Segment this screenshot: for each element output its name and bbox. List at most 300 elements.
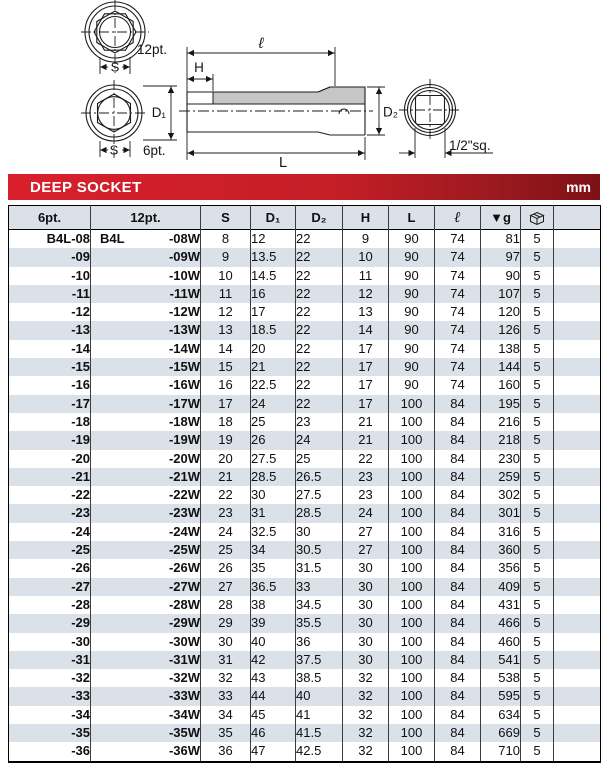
cell-l: 100: [389, 541, 435, 559]
cell-extra: [554, 486, 601, 504]
part-number-12pt: -36W: [168, 743, 200, 759]
cell-g: 634: [481, 706, 521, 724]
cell-qty: 5: [521, 486, 554, 504]
cell-d1: 42: [251, 651, 296, 669]
cell-d1: 30: [251, 486, 296, 504]
cell-h: 22: [343, 450, 389, 468]
h-dim-label: H: [194, 60, 204, 75]
cell-ell: 84: [435, 669, 481, 687]
cell-g: 316: [481, 523, 521, 541]
part-number-12pt: -32W: [168, 670, 200, 686]
cell-qty: 5: [521, 724, 554, 742]
part-number-12pt: -27W: [168, 578, 200, 594]
cell-c12: [91, 596, 201, 614]
socket-technical-drawing: [0, 0, 608, 174]
part-number-12pt: -12W: [168, 304, 200, 320]
part-number-12pt: -31W: [168, 651, 200, 667]
cell-c6: -16: [9, 376, 91, 394]
cell-c12: [91, 376, 201, 394]
cell-s: 21: [201, 468, 251, 486]
cell-qty: 5: [521, 413, 554, 431]
cell-l: 90: [389, 340, 435, 358]
cell-qty: 5: [521, 706, 554, 724]
six-pt-label: 6pt.: [143, 143, 166, 158]
header-extra: [554, 206, 601, 230]
cell-extra: [554, 578, 601, 596]
cell-extra: [554, 248, 601, 266]
table-row: [9, 431, 601, 449]
cell-d1: 44: [251, 687, 296, 705]
part-number-12pt: -14W: [168, 340, 200, 356]
cell-ell: 74: [435, 267, 481, 285]
cell-c12: [91, 633, 201, 651]
cell-h: 32: [343, 742, 389, 761]
cell-h: 23: [343, 486, 389, 504]
cell-l: 100: [389, 395, 435, 413]
cell-extra: [554, 651, 601, 669]
cell-d1: 39: [251, 614, 296, 632]
cell-extra: [554, 742, 601, 761]
drive-size-label: 1/2"sq.: [449, 138, 491, 153]
cell-d2: 34.5: [296, 596, 343, 614]
cell-d1: 31: [251, 504, 296, 522]
cell-l: 100: [389, 706, 435, 724]
cell-extra: [554, 523, 601, 541]
cell-h: 30: [343, 651, 389, 669]
cell-g: 81: [481, 230, 521, 249]
cell-d2: 22: [296, 285, 343, 303]
cell-d1: 28.5: [251, 468, 296, 486]
cell-g: 460: [481, 633, 521, 651]
part-number-12pt: -29W: [168, 615, 200, 631]
cell-extra: [554, 358, 601, 376]
cell-h: 11: [343, 267, 389, 285]
part-number-12pt: -28W: [168, 596, 200, 612]
header-weight-grams: ▼g: [481, 206, 521, 230]
cell-c12: [91, 450, 201, 468]
l-dim-label: L: [278, 155, 288, 171]
cell-c6: -35: [9, 724, 91, 742]
cell-d2: 22: [296, 395, 343, 413]
cell-qty: 5: [521, 395, 554, 413]
table-row: [9, 614, 601, 632]
cell-g: 107: [481, 285, 521, 303]
cell-c12: [91, 395, 201, 413]
cell-c6: -12: [9, 303, 91, 321]
cell-extra: [554, 687, 601, 705]
header-s: S: [201, 206, 251, 230]
side-section-view: [179, 47, 385, 160]
cell-extra: [554, 559, 601, 577]
cell-h: 27: [343, 523, 389, 541]
cell-h: 21: [343, 431, 389, 449]
cell-s: 33: [201, 687, 251, 705]
cell-c12: [91, 267, 201, 285]
cell-extra: [554, 614, 601, 632]
table-row: [9, 578, 601, 596]
cell-g: 144: [481, 358, 521, 376]
cell-c12: [91, 523, 201, 541]
cell-l: 100: [389, 486, 435, 504]
cell-d1: 26: [251, 431, 296, 449]
cell-ell: 84: [435, 504, 481, 522]
cell-h: 30: [343, 578, 389, 596]
ell-dim-label: ℓ: [258, 35, 264, 52]
cell-g: 356: [481, 559, 521, 577]
cell-c6: -32: [9, 669, 91, 687]
cell-l: 100: [389, 431, 435, 449]
cell-c12: [91, 321, 201, 339]
cell-d1: 35: [251, 559, 296, 577]
cell-qty: 5: [521, 651, 554, 669]
cell-d1: 25: [251, 413, 296, 431]
cell-d2: 31.5: [296, 559, 343, 577]
cell-h: 9: [343, 230, 389, 249]
part-number-12pt: -20W: [168, 450, 200, 466]
cell-l: 100: [389, 578, 435, 596]
table-header-row: [9, 206, 601, 230]
cell-c6: -17: [9, 395, 91, 413]
cell-g: 259: [481, 468, 521, 486]
cell-l: 90: [389, 376, 435, 394]
cell-d2: 26.5: [296, 468, 343, 486]
cell-d2: 42.5: [296, 742, 343, 761]
table-row: [9, 706, 601, 724]
cell-extra: [554, 724, 601, 742]
cell-h: 30: [343, 559, 389, 577]
cell-qty: 5: [521, 504, 554, 522]
cell-ell: 84: [435, 578, 481, 596]
cell-c6: -09: [9, 248, 91, 266]
cell-d1: 45: [251, 706, 296, 724]
cell-s: 36: [201, 742, 251, 761]
cell-g: 541: [481, 651, 521, 669]
cell-extra: [554, 340, 601, 358]
part-number-12pt: -08W: [168, 231, 200, 246]
cell-ell: 84: [435, 614, 481, 632]
cell-h: 24: [343, 504, 389, 522]
cell-h: 12: [343, 285, 389, 303]
cell-g: 431: [481, 596, 521, 614]
cell-d1: 36.5: [251, 578, 296, 596]
cell-d1: 22.5: [251, 376, 296, 394]
cell-g: 216: [481, 413, 521, 431]
cell-extra: [554, 413, 601, 431]
cell-extra: [554, 395, 601, 413]
cell-extra: [554, 376, 601, 394]
cell-g: 195: [481, 395, 521, 413]
cell-g: 126: [481, 321, 521, 339]
cell-c12: [91, 651, 201, 669]
cell-qty: 5: [521, 669, 554, 687]
cell-l: 90: [389, 285, 435, 303]
cell-c12: [91, 614, 201, 632]
cell-extra: [554, 267, 601, 285]
table-row: [9, 303, 601, 321]
cell-c12: [91, 431, 201, 449]
cell-s: 15: [201, 358, 251, 376]
cell-g: 97: [481, 248, 521, 266]
cell-g: 301: [481, 504, 521, 522]
cell-l: 100: [389, 724, 435, 742]
header-pack-qty: [521, 206, 554, 230]
part-number-12pt: -18W: [168, 413, 200, 429]
cell-extra: [554, 303, 601, 321]
cell-ell: 84: [435, 486, 481, 504]
cell-d1: 32.5: [251, 523, 296, 541]
cell-d2: 22: [296, 340, 343, 358]
cell-c6: -23: [9, 504, 91, 522]
cell-h: 23: [343, 468, 389, 486]
unit-label: mm: [566, 179, 591, 195]
cell-l: 100: [389, 468, 435, 486]
cell-c12: [91, 248, 201, 266]
cell-qty: 5: [521, 450, 554, 468]
cell-c12: [91, 303, 201, 321]
package-box-icon: [529, 211, 545, 226]
cell-d1: 47: [251, 742, 296, 761]
cell-d1: 13.5: [251, 248, 296, 266]
cell-s: 19: [201, 431, 251, 449]
cell-d2: 35.5: [296, 614, 343, 632]
cell-qty: 5: [521, 431, 554, 449]
cell-c12: [91, 541, 201, 559]
cell-c6: -14: [9, 340, 91, 358]
cell-l: 90: [389, 248, 435, 266]
cell-d2: 23: [296, 413, 343, 431]
cell-extra: [554, 468, 601, 486]
cell-l: 100: [389, 413, 435, 431]
cell-h: 21: [343, 413, 389, 431]
cell-l: 90: [389, 267, 435, 285]
cell-d2: 41: [296, 706, 343, 724]
cell-g: 138: [481, 340, 521, 358]
cell-qty: 5: [521, 742, 554, 761]
cell-extra: [554, 321, 601, 339]
cell-g: 710: [481, 742, 521, 761]
cell-h: 30: [343, 633, 389, 651]
cell-d2: 30: [296, 523, 343, 541]
cell-ell: 84: [435, 559, 481, 577]
cell-h: 17: [343, 340, 389, 358]
cell-h: 32: [343, 706, 389, 724]
table-row: [9, 285, 601, 303]
cell-s: 17: [201, 395, 251, 413]
cell-extra: [554, 633, 601, 651]
cell-c6: -11: [9, 285, 91, 303]
cell-s: 16: [201, 376, 251, 394]
part-number-12pt: -30W: [168, 633, 200, 649]
cell-ell: 84: [435, 468, 481, 486]
part-number-12pt: -26W: [168, 560, 200, 576]
cell-c6: -36: [9, 742, 91, 761]
cell-s: 35: [201, 724, 251, 742]
socket-table-body: [9, 230, 601, 762]
cell-g: 360: [481, 541, 521, 559]
cell-ell: 74: [435, 285, 481, 303]
table-row: [9, 230, 601, 249]
cell-s: 10: [201, 267, 251, 285]
cell-d1: 27.5: [251, 450, 296, 468]
series-prefix: B4L: [100, 231, 125, 246]
header-6pt: 6pt.: [9, 206, 91, 230]
cell-h: 10: [343, 248, 389, 266]
cell-s: 30: [201, 633, 251, 651]
cell-extra: [554, 596, 601, 614]
cell-extra: [554, 706, 601, 724]
cell-c6: -31: [9, 651, 91, 669]
cell-c6: -29: [9, 614, 91, 632]
part-number-12pt: -33W: [168, 688, 200, 704]
cell-c6: -34: [9, 706, 91, 724]
cell-c12: [91, 742, 201, 761]
table-row: [9, 669, 601, 687]
cell-c12: [91, 706, 201, 724]
cell-l: 100: [389, 523, 435, 541]
table-row: [9, 633, 601, 651]
cell-c12: [91, 669, 201, 687]
header-h: H: [343, 206, 389, 230]
cell-ell: 84: [435, 431, 481, 449]
cell-c12: [91, 724, 201, 742]
cell-l: 100: [389, 633, 435, 651]
cell-h: 30: [343, 596, 389, 614]
cell-d2: 41.5: [296, 724, 343, 742]
cell-extra: [554, 450, 601, 468]
cell-c12: [91, 340, 201, 358]
cell-g: 230: [481, 450, 521, 468]
cell-l: 90: [389, 358, 435, 376]
part-number-12pt: -17W: [168, 395, 200, 411]
s-dim-label-6pt: S: [109, 142, 119, 158]
cell-ell: 74: [435, 358, 481, 376]
cell-s: 14: [201, 340, 251, 358]
cell-d2: 33: [296, 578, 343, 596]
part-number-12pt: -09W: [168, 249, 200, 265]
part-number-12pt: -35W: [168, 725, 200, 741]
cell-ell: 84: [435, 596, 481, 614]
cell-d2: 28.5: [296, 504, 343, 522]
cell-qty: 5: [521, 687, 554, 705]
cell-g: 120: [481, 303, 521, 321]
cell-c12: [91, 486, 201, 504]
cell-ell: 84: [435, 523, 481, 541]
cell-d1: 16: [251, 285, 296, 303]
cell-qty: 5: [521, 523, 554, 541]
cell-c12: [91, 468, 201, 486]
cell-g: 302: [481, 486, 521, 504]
cell-h: 27: [343, 541, 389, 559]
cell-l: 100: [389, 504, 435, 522]
part-number-12pt: -34W: [168, 706, 200, 722]
cell-extra: [554, 285, 601, 303]
cell-s: 23: [201, 504, 251, 522]
cell-extra: [554, 431, 601, 449]
cell-ell: 74: [435, 340, 481, 358]
cell-d1: 12: [251, 230, 296, 249]
cell-d2: 38.5: [296, 669, 343, 687]
cell-qty: 5: [521, 230, 554, 249]
cell-d2: 30.5: [296, 541, 343, 559]
cell-g: 409: [481, 578, 521, 596]
cell-qty: 5: [521, 376, 554, 394]
cell-c12: [91, 230, 201, 249]
cell-h: 32: [343, 687, 389, 705]
cell-g: 218: [481, 431, 521, 449]
cell-l: 100: [389, 742, 435, 761]
cell-d1: 21: [251, 358, 296, 376]
cell-d2: 22: [296, 230, 343, 249]
cell-d2: 25: [296, 450, 343, 468]
part-number-12pt: -16W: [168, 377, 200, 393]
cell-d1: 38: [251, 596, 296, 614]
cell-ell: 84: [435, 687, 481, 705]
cell-c6: -24: [9, 523, 91, 541]
cell-c6: -25: [9, 541, 91, 559]
cell-l: 100: [389, 614, 435, 632]
table-row: [9, 504, 601, 522]
section-banner: [8, 174, 600, 200]
table-row: [9, 724, 601, 742]
cell-ell: 84: [435, 651, 481, 669]
cell-c6: -22: [9, 486, 91, 504]
cell-g: 538: [481, 669, 521, 687]
cell-ell: 84: [435, 541, 481, 559]
header-d1: D₁: [251, 206, 296, 230]
cell-c12: [91, 559, 201, 577]
part-number-12pt: -11W: [169, 285, 200, 301]
table-row: [9, 358, 601, 376]
cell-d1: 24: [251, 395, 296, 413]
cell-h: 32: [343, 724, 389, 742]
cell-d2: 22: [296, 376, 343, 394]
cell-ell: 84: [435, 450, 481, 468]
cell-qty: 5: [521, 285, 554, 303]
cell-c12: [91, 687, 201, 705]
cell-c6: -13: [9, 321, 91, 339]
table-row: [9, 486, 601, 504]
table-row: [9, 395, 601, 413]
deep-socket-spec-table: [8, 205, 601, 763]
part-number-12pt: -23W: [168, 505, 200, 521]
cell-d2: 37.5: [296, 651, 343, 669]
cell-d1: 46: [251, 724, 296, 742]
header-l: L: [389, 206, 435, 230]
table-row: [9, 687, 601, 705]
part-number-12pt: -21W: [168, 468, 200, 484]
cell-c6: -30: [9, 633, 91, 651]
cell-extra: [554, 541, 601, 559]
table-row: [9, 340, 601, 358]
cell-extra: [554, 230, 601, 249]
part-number-12pt: -22W: [168, 487, 200, 503]
cell-c6: -27: [9, 578, 91, 596]
cell-d2: 22: [296, 303, 343, 321]
table-row: [9, 742, 601, 761]
d1-dim-label: D₁: [151, 105, 166, 120]
cell-ell: 84: [435, 742, 481, 761]
cell-ell: 74: [435, 376, 481, 394]
cell-c6: -10: [9, 267, 91, 285]
cell-c12: [91, 504, 201, 522]
cell-l: 100: [389, 687, 435, 705]
cell-qty: 5: [521, 633, 554, 651]
table-row: [9, 248, 601, 266]
cell-qty: 5: [521, 559, 554, 577]
cell-d2: 22: [296, 358, 343, 376]
cell-d1: 20: [251, 340, 296, 358]
cell-h: 13: [343, 303, 389, 321]
